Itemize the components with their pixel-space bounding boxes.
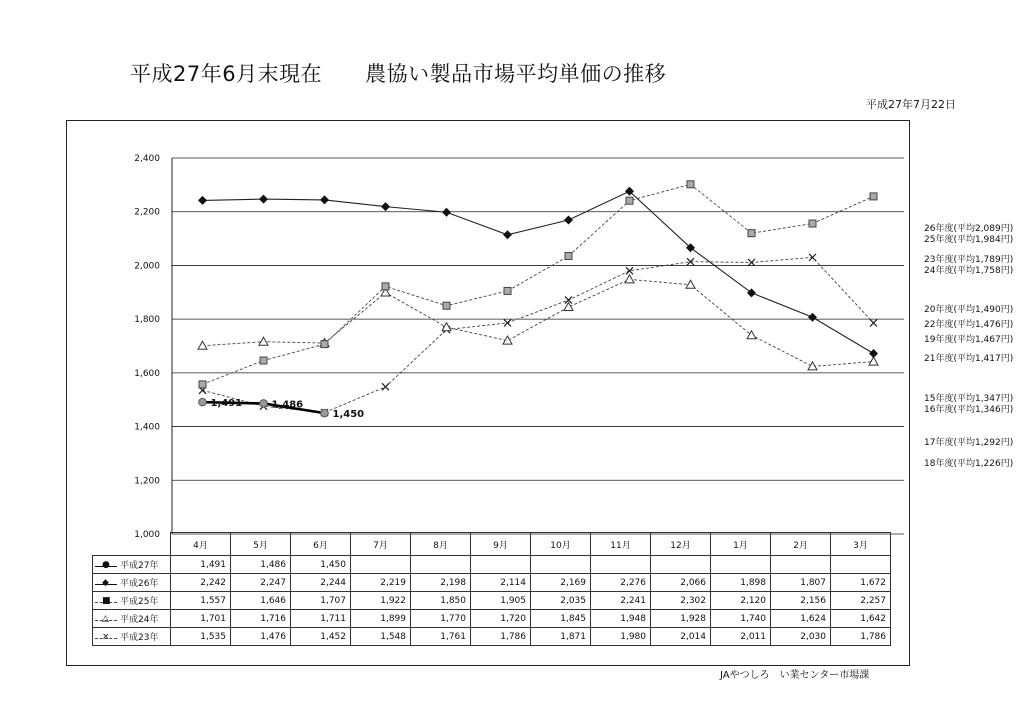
table-cell: 1,701 <box>171 610 231 628</box>
data-point-square <box>687 181 694 188</box>
table-cell <box>351 556 411 574</box>
table-cell: 2,156 <box>771 592 831 610</box>
data-point-diamond <box>259 195 268 204</box>
table-cell: 1,807 <box>771 574 831 592</box>
data-point-x <box>809 254 816 261</box>
table-cell <box>471 556 531 574</box>
data-point-square <box>504 287 511 294</box>
table-cell: 1,452 <box>291 628 351 646</box>
data-point-x <box>382 383 389 390</box>
average-label: 16年度(平均1,346円) <box>924 404 1014 415</box>
legend-square-icon: ■ <box>95 597 117 607</box>
table-cell: 2,035 <box>531 592 591 610</box>
table-header-cell: 2月 <box>771 533 831 556</box>
table-row <box>93 556 891 574</box>
average-label: 15年度(平均1,347円) <box>924 394 1014 405</box>
table-cell: 2,257 <box>831 592 891 610</box>
legend-triangle-icon: △ <box>95 615 117 625</box>
average-label: 25年度(平均1,984円) <box>924 234 1014 245</box>
table-cell <box>651 556 711 574</box>
table-cell: 2,066 <box>651 574 711 592</box>
series-markers <box>198 181 878 417</box>
table-cell: 1,740 <box>711 610 771 628</box>
table-cell: 1,486 <box>231 556 291 574</box>
data-point-triangle <box>747 331 756 339</box>
data-point-square <box>321 341 328 348</box>
table-cell: 1,980 <box>591 628 651 646</box>
table-cell: 2,120 <box>711 592 771 610</box>
legend-x-icon: × <box>95 633 117 643</box>
table-header-cell: 9月 <box>471 533 531 556</box>
legend-entry: ◆ 平成26年 <box>93 574 171 592</box>
average-label: 17年度(平均1,292円) <box>924 438 1014 449</box>
grid-lines <box>172 158 904 534</box>
data-point-circle <box>321 409 329 417</box>
series-line <box>203 184 874 384</box>
table-cell: 1,720 <box>471 610 531 628</box>
data-point-x <box>748 259 755 266</box>
table-cell <box>411 556 471 574</box>
data-point-diamond <box>320 195 329 204</box>
series-lines <box>203 184 874 413</box>
average-label: 21年度(平均1,417円) <box>924 353 1014 364</box>
data-labels <box>211 398 365 420</box>
report-date: 平成27年7月22日 <box>866 98 956 111</box>
table-cell: 1,850 <box>411 592 471 610</box>
data-point-square <box>565 253 572 260</box>
table-header-cell: 6月 <box>291 533 351 556</box>
table-header-cell: 12月 <box>651 533 711 556</box>
table-header-cell: 1月 <box>711 533 771 556</box>
y-tick-label: 2,200 <box>134 207 160 218</box>
table-cell: 1,905 <box>471 592 531 610</box>
average-label: 18年度(平均1,226円) <box>924 458 1014 469</box>
table-cell: 1,450 <box>291 556 351 574</box>
table-header-cell: 5月 <box>231 533 291 556</box>
table-cell: 1,948 <box>591 610 651 628</box>
table-row <box>93 610 891 628</box>
table-header-cell: 11月 <box>591 533 651 556</box>
data-point-x <box>870 319 877 326</box>
table-cell: 1,928 <box>651 610 711 628</box>
table-cell <box>531 556 591 574</box>
y-tick-label: 2,400 <box>134 154 160 164</box>
data-point-square <box>809 220 816 227</box>
data-point-diamond <box>503 230 512 239</box>
data-label: 1,450 <box>332 409 365 421</box>
data-point-square <box>443 302 450 309</box>
series-line <box>203 279 874 366</box>
table-cell: 1,786 <box>471 628 531 646</box>
data-point-triangle <box>198 341 207 349</box>
table-cell: 1,557 <box>171 592 231 610</box>
table-cell: 2,244 <box>291 574 351 592</box>
data-point-square <box>199 381 206 388</box>
table-cell <box>771 556 831 574</box>
table-cell: 2,247 <box>231 574 291 592</box>
page-title: 平成27年6月末現在 農協い製品市場平均単価の推移 <box>130 62 667 86</box>
table-header-cell: 4月 <box>171 533 231 556</box>
table-cell: 1,548 <box>351 628 411 646</box>
data-point-triangle <box>869 357 878 365</box>
data-point-square <box>870 193 877 200</box>
table-cell: 2,219 <box>351 574 411 592</box>
legend-diamond-icon: ◆ <box>95 579 117 589</box>
table-cell: 1,535 <box>171 628 231 646</box>
data-point-diamond <box>198 196 207 205</box>
table-cell <box>591 556 651 574</box>
table-cell: 2,276 <box>591 574 651 592</box>
data-label: 1,491 <box>210 398 243 410</box>
data-point-diamond <box>564 216 573 225</box>
table-cell: 1,899 <box>351 610 411 628</box>
table-cell: 1,491 <box>171 556 231 574</box>
table-cell: 2,302 <box>651 592 711 610</box>
legend-entry: × 平成23年 <box>93 628 171 646</box>
table-cell: 2,014 <box>651 628 711 646</box>
data-point-diamond <box>808 313 817 322</box>
table-cell: 1,476 <box>231 628 291 646</box>
data-point-triangle <box>259 337 268 345</box>
table-header-cell: 7月 <box>351 533 411 556</box>
series-line <box>203 257 874 412</box>
footer-credit: JAやつしろ い業センター市場課 <box>720 670 870 681</box>
table-header-cell: 8月 <box>411 533 471 556</box>
table-cell: 1,770 <box>411 610 471 628</box>
y-tick-label: 1,400 <box>134 422 160 433</box>
series-line <box>203 191 874 353</box>
table-cell: 1,711 <box>291 610 351 628</box>
table-cell: 1,642 <box>831 610 891 628</box>
table-cell: 1,871 <box>531 628 591 646</box>
data-point-diamond <box>442 208 451 217</box>
table-cell: 2,114 <box>471 574 531 592</box>
data-point-circle <box>199 398 207 406</box>
table-cell: 1,672 <box>831 574 891 592</box>
y-axis-labels <box>134 154 160 540</box>
data-point-square <box>260 357 267 364</box>
table-cell: 2,241 <box>591 592 651 610</box>
table-cell: 1,624 <box>771 610 831 628</box>
data-table <box>92 532 891 646</box>
table-cell: 2,169 <box>531 574 591 592</box>
y-tick-label: 1,600 <box>134 368 160 379</box>
data-point-square <box>748 230 755 237</box>
data-point-triangle <box>625 275 634 283</box>
table-cell: 1,707 <box>291 592 351 610</box>
y-tick-label: 2,000 <box>134 261 160 272</box>
table-row <box>93 574 891 592</box>
legend-circle-icon: ● <box>95 561 117 571</box>
table-cell: 2,011 <box>711 628 771 646</box>
data-point-x <box>504 319 511 326</box>
data-point-diamond <box>869 349 878 358</box>
data-point-triangle <box>686 280 695 288</box>
table-cell: 1,646 <box>231 592 291 610</box>
legend-entry: ● 平成27年 <box>93 556 171 574</box>
table-cell: 2,030 <box>771 628 831 646</box>
data-point-circle <box>260 400 268 408</box>
table-header-row <box>93 533 891 556</box>
y-tick-label: 1,200 <box>134 476 160 487</box>
legend-entry: ■ 平成25年 <box>93 592 171 610</box>
table-row <box>93 628 891 646</box>
data-label: 1,486 <box>271 399 304 411</box>
table-cell <box>831 556 891 574</box>
table-corner <box>93 533 171 556</box>
table-cell: 1,845 <box>531 610 591 628</box>
average-label: 19年度(平均1,467円) <box>924 334 1014 345</box>
data-point-square <box>382 283 389 290</box>
data-point-diamond <box>381 202 390 211</box>
table-cell: 1,898 <box>711 574 771 592</box>
data-point-diamond <box>747 288 756 297</box>
table-cell: 1,716 <box>231 610 291 628</box>
legend-entry: △ 平成24年 <box>93 610 171 628</box>
y-tick-label: 1,800 <box>134 315 160 326</box>
average-label: 26年度(平均2,089円) <box>924 224 1014 235</box>
table-cell: 2,242 <box>171 574 231 592</box>
table-row <box>93 592 891 610</box>
table-cell: 2,198 <box>411 574 471 592</box>
average-label: 23年度(平均1,789円) <box>924 255 1014 266</box>
average-label: 20年度(平均1,490円) <box>924 305 1014 316</box>
table-cell: 1,786 <box>831 628 891 646</box>
table-header-cell: 3月 <box>831 533 891 556</box>
table-header-cell: 10月 <box>531 533 591 556</box>
table-cell <box>711 556 771 574</box>
data-point-square <box>626 197 633 204</box>
y-tick-label: 1,000 <box>134 530 160 540</box>
average-label: 22年度(平均1,476円) <box>924 320 1014 331</box>
table-cell: 1,922 <box>351 592 411 610</box>
average-label: 24年度(平均1,758円) <box>924 265 1014 276</box>
table-cell: 1,761 <box>411 628 471 646</box>
